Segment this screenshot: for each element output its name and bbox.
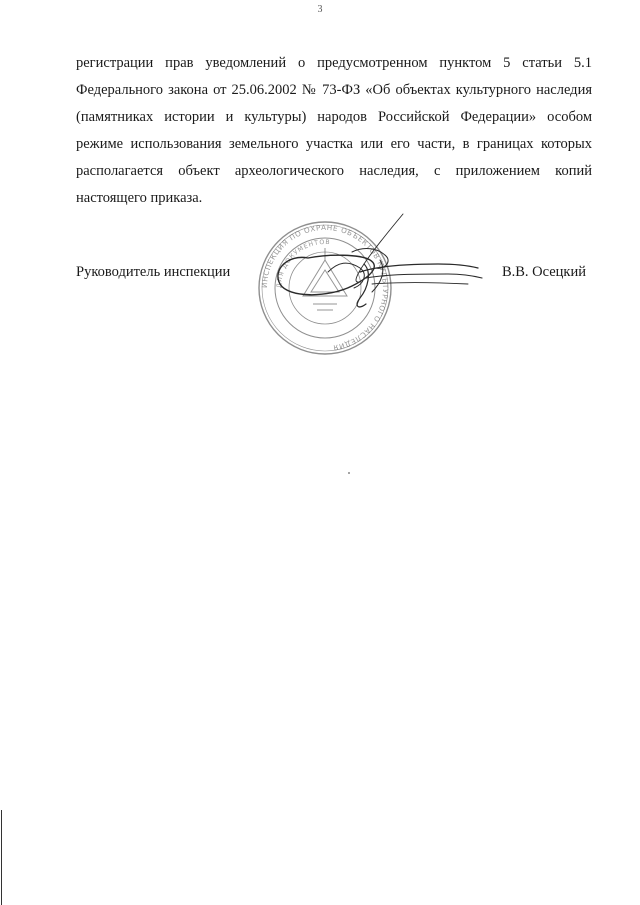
handwritten-signature [268, 212, 488, 322]
body-line: (памятниках истории и культуры) народов Российской Федерации» особом [76, 109, 592, 125]
body-paragraph [76, 50, 592, 212]
page-number: 3 [317, 4, 323, 15]
svg-text:ИНСПЕКЦИЯ ПО ОХРАНЕ ОБЪЕКТОВ К: ИНСПЕКЦИЯ ПО ОХРАНЕ ОБЪЕКТОВ КУЛЬТУРНОГО НАСЛЕДИЯ [259, 222, 391, 353]
body-line: Федерального закона от 25.06.2002 № 73-ФЗ «Об объектах культурного наследия [76, 82, 592, 98]
scan-edge-line [1, 810, 2, 905]
body-line: настоящего приказа. [76, 190, 203, 206]
signer-title: Руководитель инспекции [76, 264, 231, 280]
scan-speck [348, 472, 350, 474]
body-line: режиме использования земельного участка или его части, в границах которых [76, 136, 592, 152]
svg-text:ДЛЯ ДОКУМЕНТОВ: ДЛЯ ДОКУМЕНТОВ [275, 238, 331, 289]
body-line: регистрации прав уведомлений о предусмотренном пунктом 5 статьи 5.1 [76, 55, 592, 71]
body-line: располагается объект археологического наследия, с приложением копий [76, 163, 592, 179]
signer-name: В.В. Осецкий [501, 264, 586, 280]
